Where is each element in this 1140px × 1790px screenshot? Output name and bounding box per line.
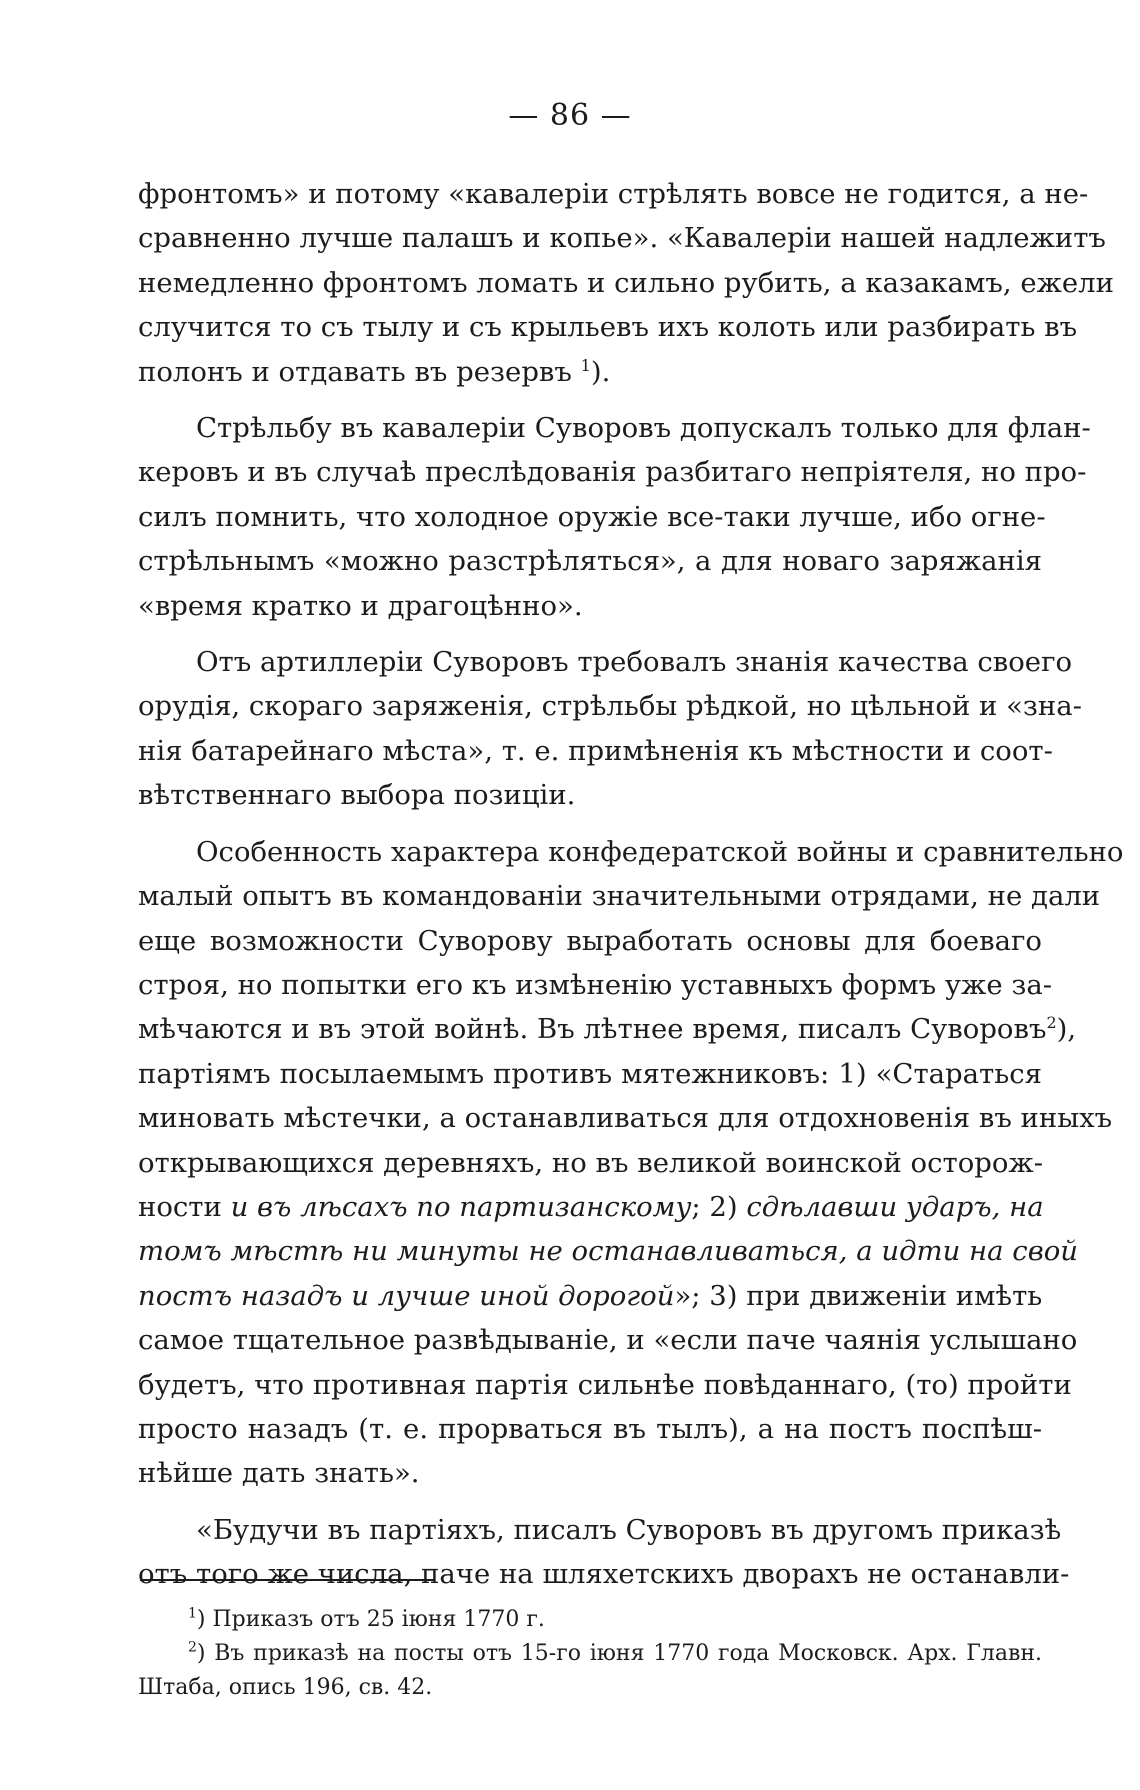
text-line: просто назадъ (т. е. прорваться въ тылъ), а на постъ поспѣш- (138, 1412, 1042, 1445)
body-text (138, 172, 1124, 1597)
footnotes (138, 1603, 1042, 1705)
paragraph-4 (138, 830, 1124, 1496)
text-segment: ности (138, 1190, 222, 1223)
text-segment: ; 2) (691, 1190, 738, 1223)
text-line: еще возможности Суворову выработать основы для боеваго (138, 924, 1042, 957)
italic-segment: и въ лѣсахъ по партизанскому (230, 1190, 692, 1223)
footnote-divider (140, 1579, 434, 1581)
footnote-text: ) Приказъ отъ 25 іюня 1770 г. (196, 1607, 545, 1632)
italic-line: томъ мѣстѣ ни минуты не останавливаться, а идти на свой (138, 1235, 1078, 1268)
footnote-2-continued: Штаба, опись 196, св. 42. (138, 1675, 433, 1700)
text-line: партіямъ посылаемымъ противъ мятежниковъ: 1) «Стараться (138, 1057, 1042, 1090)
italic-segment: сдѣлавши ударъ, на (746, 1190, 1044, 1223)
footnote-mark: 1 (188, 1605, 197, 1622)
text-segment: »; 3) при движеніи имѣть (674, 1279, 1043, 1312)
footnote-marker: 2 (1046, 1013, 1057, 1033)
footnote-2 (138, 1637, 1042, 1671)
text-line: малый опытъ въ командованіи значительными отрядами, не дали (138, 880, 1101, 913)
paragraph-5 (138, 1508, 1070, 1597)
text-line: сравненно лучше палашъ и копье». «Кавалеріи нашей надлежитъ (138, 222, 1106, 255)
footnote-1 (138, 1603, 1042, 1637)
footnote-marker: 1 (580, 355, 591, 375)
text-line: вѣтственнаго выбора позиціи. (138, 779, 576, 812)
text-line: нія батарейнаго мѣста», т. е. примѣненія къ мѣстности и соот- (138, 734, 1053, 767)
text-line: миновать мѣстечки, а останавливаться для отдохновенія въ иныхъ (138, 1102, 1113, 1135)
text-segment: мѣчаются и въ этой войнѣ. Въ лѣтнее время, писалъ Суворовъ (138, 1013, 1047, 1046)
italic-segment: постъ назадъ и лучше иной дорогой (138, 1279, 675, 1312)
text-line (138, 1274, 1042, 1318)
text-line (138, 1185, 1042, 1229)
text-line (138, 1007, 1077, 1051)
page-number: — 86 — (508, 98, 632, 133)
text-line: «время кратко и драгоцѣнно». (138, 589, 583, 622)
text-line: Стрѣльбу въ кавалеріи Суворовъ допускалъ только для флан- (196, 412, 1091, 445)
text-line: Отъ артиллеріи Суворовъ требовалъ знанія качества своего (196, 646, 1073, 679)
text-line: отъ того же числа, паче на шляхетскихъ дворахъ не останавли- (138, 1558, 1070, 1591)
text-segment: полонъ и отдавать въ резервъ (138, 355, 572, 388)
text-line: строя, но попытки его къ измѣненію уставныхъ формъ уже за- (138, 968, 1053, 1001)
text-segment: ). (590, 355, 611, 388)
text-line: немедленно фронтомъ ломать и сильно рубить, а казакамъ, ежели (138, 266, 1114, 299)
text-line: силъ помнить, что холодное оружіе все-таки лучше, ибо огне- (138, 500, 1046, 533)
footnote-mark: 2 (188, 1639, 197, 1656)
text-line: открывающихся деревняхъ, но въ великой воинской осторож- (138, 1146, 1044, 1179)
text-segment: ), (1056, 1013, 1077, 1046)
text-line: самое тщательное развѣдываніе, и «если паче чаянія услышано (138, 1324, 1078, 1357)
text-line: Особенность характера конфедератской войны и сравнительно (196, 835, 1124, 868)
text-line: «Будучи въ партіяхъ, писалъ Суворовъ въ другомъ приказѣ (196, 1513, 1062, 1546)
text-line: случится то съ тылу и съ крыльевъ ихъ колоть или разбирать въ (138, 311, 1078, 344)
text-line: нѣйше дать знать». (138, 1457, 420, 1490)
footnote-text: ) Въ приказѣ на посты отъ 15-го іюня 1770 года Московск. Арх. Главн. (196, 1641, 1042, 1666)
text-line: керовъ и въ случаѣ преслѣдованія разбитаго непріятеля, но про- (138, 456, 1087, 489)
text-line: фронтомъ» и потому «кавалеріи стрѣлять вовсе не годится, а не- (138, 178, 1089, 210)
paragraph-2 (138, 406, 1091, 628)
text-line: стрѣльнымъ «можно разстрѣляться», а для новаго заряжанія (138, 545, 1042, 578)
paragraph-3 (138, 640, 1082, 818)
text-line (138, 350, 1042, 394)
text-line: орудія, скораго заряженія, стрѣльбы рѣдкой, но цѣльной и «зна- (138, 690, 1082, 723)
text-line: будетъ, что противная партія сильнѣе повѣданнаго, (то) пройти (138, 1368, 1072, 1401)
paragraph-1 (138, 172, 1114, 394)
